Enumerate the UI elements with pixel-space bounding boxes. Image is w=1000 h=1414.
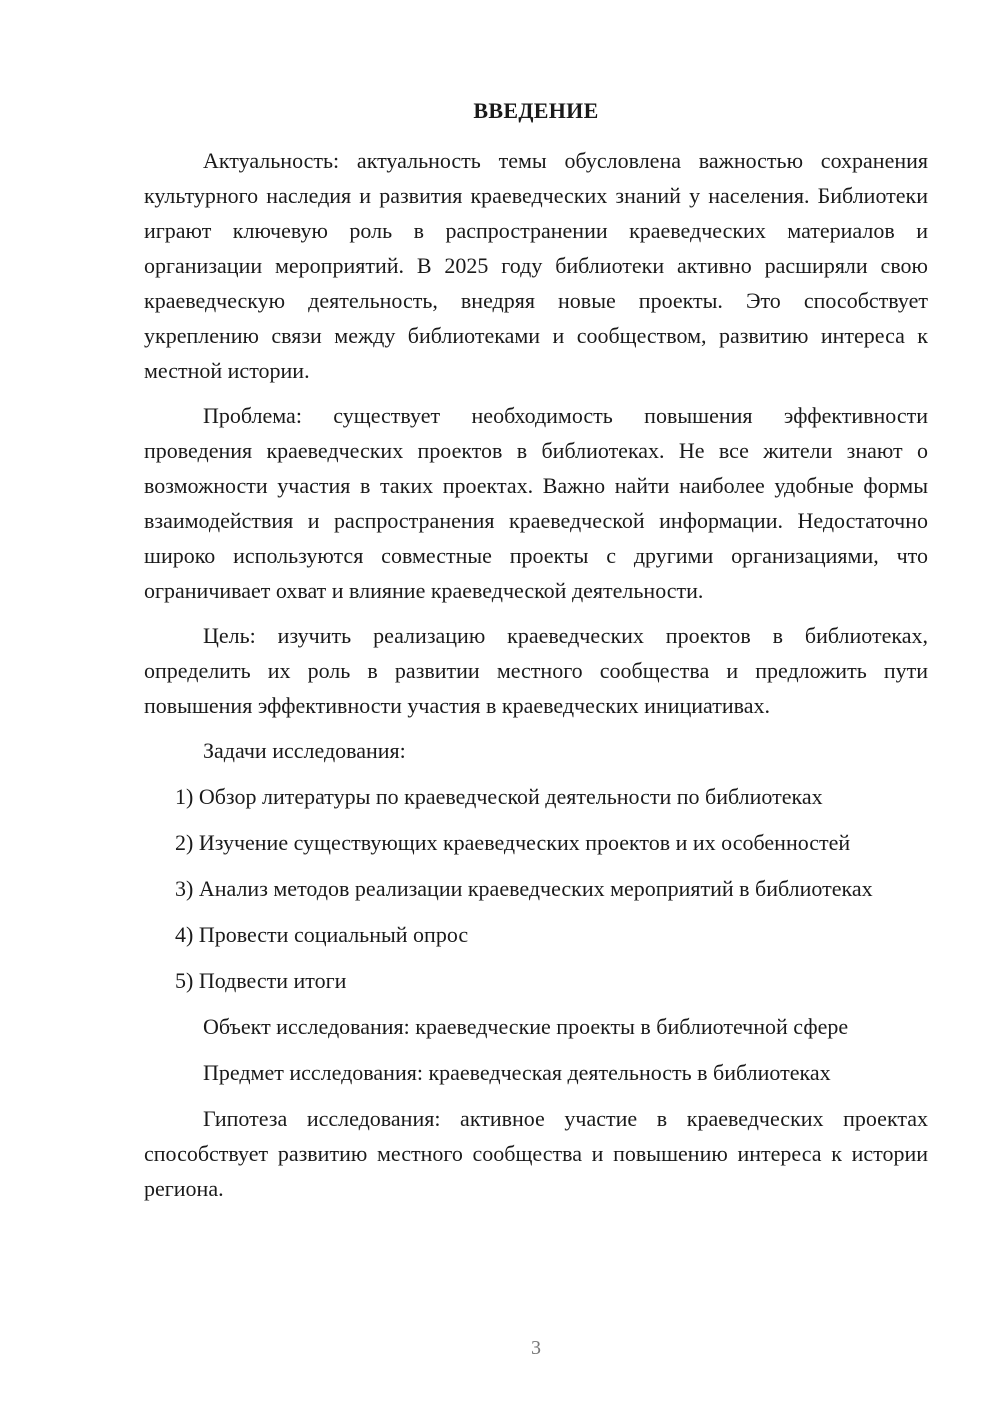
body-text (144, 143, 928, 1206)
paragraph-relevance: Актуальность: актуальность темы обусловлена важностью сохранения культурного наследия и развития краеведческих знаний у населения. Библиотеки играют ключевую роль в распространении краеведческих материалов и организации мероприятий. В 2025 году библиотеки активно расширяли свою краеведческую деятельность, внедряя новые проекты. Это способствует укреплению связи между библиотеками и сообществом, развитию интереса к местной истории. (144, 148, 928, 383)
task-item: 3) Анализ методов реализации краеведческих мероприятий в библиотеках (175, 876, 873, 901)
task-item: 2) Изучение существующих краеведческих проектов и их особенностей (175, 830, 851, 855)
paragraph-object: Объект исследования: краеведческие проекты в библиотечной сфере (203, 1014, 849, 1039)
task-item: 1) Обзор литературы по краеведческой деятельности по библиотеках (175, 784, 823, 809)
paragraph-goal: Цель: изучить реализацию краеведческих проектов в библиотеках, определить их роль в развитии местного сообщества и предложить пути повышения эффективности участия в краеведческих инициативах. (144, 623, 928, 718)
page-number: 3 (531, 1337, 541, 1359)
task-item: 4) Провести социальный опрос (175, 922, 469, 947)
section-title: ВВЕДЕНИЕ (473, 98, 599, 123)
paragraph-hypothesis: Гипотеза исследования: активное участие в краеведческих проектах способствует развитию местного сообщества и повышению интереса к истории региона. (144, 1106, 928, 1201)
tasks-heading: Задачи исследования: (203, 738, 406, 763)
paragraph-subject: Предмет исследования: краеведческая деятельность в библиотеках (203, 1060, 831, 1085)
paragraph-problem: Проблема: существует необходимость повышения эффективности проведения краеведческих проектов в библиотеках. Не все жители знают о возможности участия в таких проектах. Важно найти наиболее удобные формы взаимодействия и распространения краеведческой информации. Недостаточно широко используются совместные проекты с другими организациями, что ограничивает охват и влияние краеведческой деятельности. (144, 403, 928, 603)
task-item: 5) Подвести итоги (175, 968, 347, 993)
